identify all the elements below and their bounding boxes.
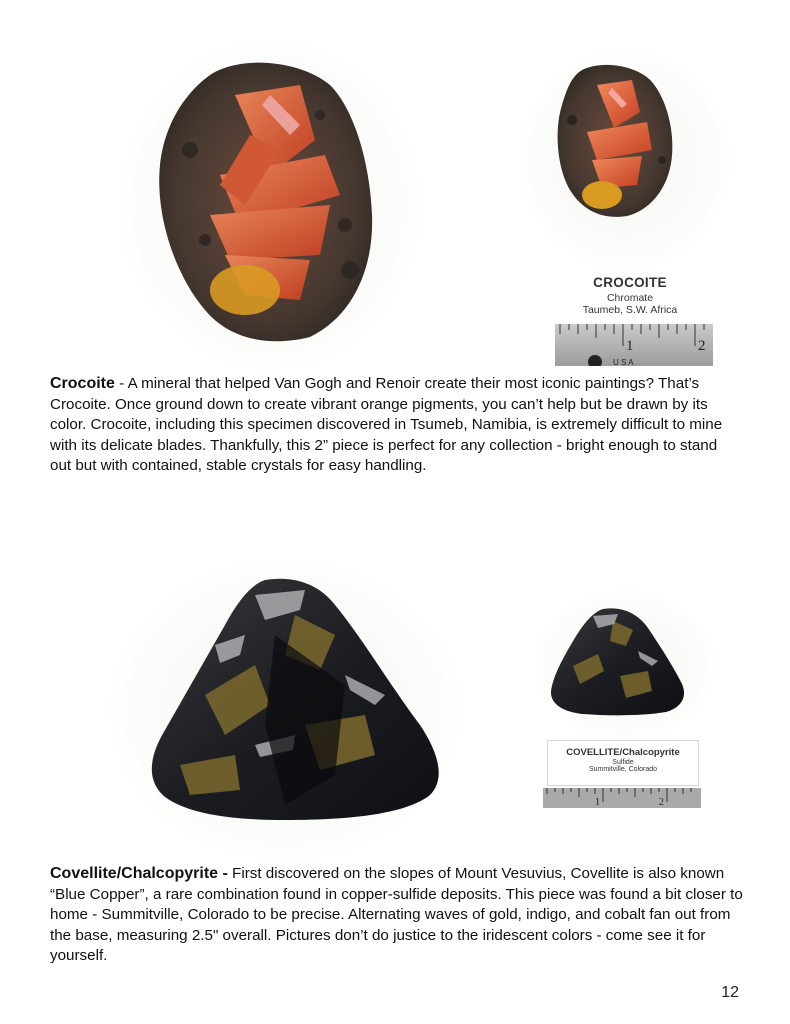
crocoite-label-locality: Taumeb, S.W. Africa bbox=[582, 304, 678, 316]
crocoite-ruler-mark-1: 1 bbox=[626, 338, 634, 354]
crocoite-ruler-text: U S A bbox=[613, 358, 634, 366]
page-number: 12 bbox=[721, 984, 739, 1001]
crocoite-ruler bbox=[555, 324, 713, 366]
covellite-label-title: COVELLITE/Chalcopyrite bbox=[566, 747, 680, 758]
crocoite-label-card bbox=[560, 275, 700, 316]
crocoite-caption bbox=[50, 374, 742, 477]
crocoite-ruler-mark-2: 2 bbox=[698, 338, 706, 354]
covellite-ruler-mark-2: 2 bbox=[659, 797, 664, 808]
covellite-label-type: Sulfide bbox=[612, 759, 634, 766]
crocoite-label-title: CROCOITE bbox=[593, 275, 667, 290]
covellite-label-card bbox=[547, 740, 699, 786]
covellite-ruler-mark-1: 1 bbox=[595, 797, 600, 808]
crocoite-caption-text: - A mineral that helped Van Gogh and Renoir create their most iconic paintings? That’s Crocoite. Once ground down to create vibrant orange pigments, you can’t help but be drawn by its color. Crocoite, including this specimen discovered in Tsumeb, Namibia, is extremely difficult to mine with its delicate blades. Thankfully, this 2” piece is perfect for any collection - bright enough to stand out but with contained, stable crystals for easy handling. bbox=[50, 375, 723, 475]
crocoite-specimen-photo-small bbox=[552, 60, 677, 220]
covellite-caption bbox=[50, 864, 750, 967]
covellite-caption-name: Covellite/Chalcopyrite - bbox=[50, 865, 228, 882]
covellite-ruler bbox=[543, 788, 701, 808]
crocoite-label-type: Chromate bbox=[606, 292, 654, 304]
covellite-specimen-photo-large bbox=[145, 575, 445, 825]
covellite-label-locality: Summitville, Colorado bbox=[588, 766, 658, 773]
covellite-specimen-photo-small bbox=[548, 606, 686, 716]
crocoite-caption-name: Crocoite bbox=[50, 375, 115, 392]
covellite-caption-text: First discovered on the slopes of Mount Vesuvius, Covellite is also known “Blue Copper”, a rare combination found in copper-sulfide deposits. This piece was found a bit closer to home - Summitville, Colorado to be precise. Alternating waves of gold, indigo, and cobalt fan out from the base, measuring 2.5" overall. Pictures don’t do justice to the iridescent colors - come see it for yourself. bbox=[50, 865, 743, 965]
crocoite-specimen-photo-large bbox=[150, 55, 380, 345]
